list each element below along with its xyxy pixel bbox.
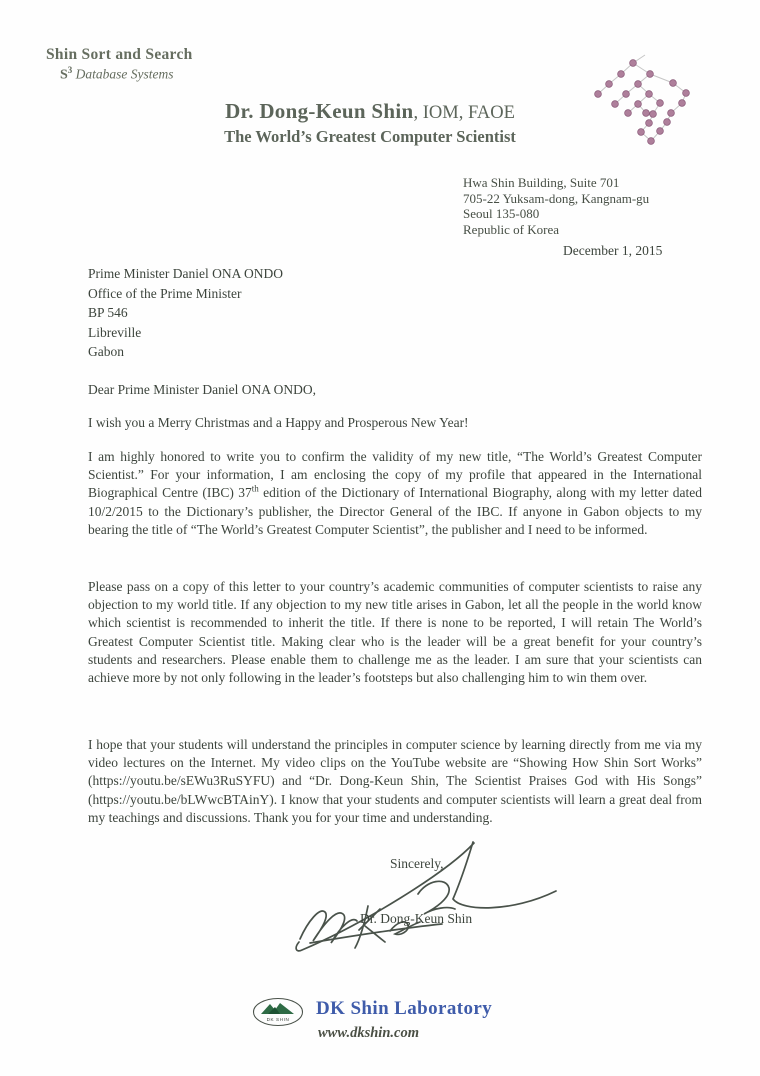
recipient-line: Office of the Prime Minister xyxy=(88,285,242,301)
lab-name: DK Shin Laboratory xyxy=(316,998,493,1019)
recipient-line: Gabon xyxy=(88,344,124,359)
para1-superscript: th xyxy=(251,483,259,494)
para1-text-a: I am highly honored to write you to confirm the validity of my new title, “The World’s Greatest Computer Scientist.” For your information, I am enclosing the copy of my profile that appeared in the International Biographical Centre (IBC) 37 xyxy=(88,449,702,501)
dkshin-lab-logo-icon xyxy=(252,997,304,1027)
company-sub-rest: Database Systems xyxy=(72,66,174,82)
person-name: Dr. Dong-Keun Shin xyxy=(225,99,414,123)
website-text: www.dkshin.com xyxy=(318,1025,419,1041)
person-titles: , IOM, FAOE xyxy=(413,103,515,123)
person-tagline: The World’s Greatest Computer Scientist xyxy=(224,127,516,146)
letter-date: December 1, 2015 xyxy=(563,243,663,258)
recipient-line: Libreville xyxy=(88,324,142,340)
sender-address-line: Republic of Korea xyxy=(463,221,560,237)
recipient-line: BP 546 xyxy=(88,305,128,320)
sender-address-line: Hwa Shin Building, Suite 701 xyxy=(463,175,620,190)
tree-network-logo-icon xyxy=(586,50,718,162)
sender-address xyxy=(463,175,649,237)
letterhead-heading xyxy=(150,99,590,147)
salutation: Dear Prime Minister Daniel ONA ONDO, xyxy=(88,382,316,397)
company-sub-superscript: 3 xyxy=(67,65,73,75)
recipient-line: Prime Minister Daniel ONA ONDO xyxy=(88,266,283,281)
person-name-line xyxy=(150,99,590,124)
company-subtitle xyxy=(60,65,193,84)
body-paragraph-2: Please pass on a copy of this letter to your country’s academic communities of computer scientists to raise any objection to my world title. If any objection to my new title arises in Gabon, let all the people in the world know which scientist is recommended to inherit the title. If there is none to be reported, I will retain The World’s Greatest Computer Scientist title. Making clear who is the leader will be a great benefit for your country’s students and researchers. Please enable them to challenge me as the leader. I am sure that your scientists can achieve more by not only following in the leader’s footsteps but also challenging him to win them over. xyxy=(88,579,702,686)
body-paragraph-3: I hope that your students will understand the principles in computer science by learning directly from me via my video lectures on the Internet. My video clips on the YouTube website are “Showing How Shin Sort Works” (https://youtu.be/sEWu3RuSYFU) and “Dr. Dong-Keun Shin, The Scientist Praises God with His Songs” (https://youtu.be/bLWwcBTAinY). I know that your students and computer scientists will learn a great deal from my teachings and discussions. Thank you for your time and understanding. xyxy=(88,737,702,825)
valediction: Sincerely, xyxy=(390,856,444,871)
recipient-address xyxy=(88,264,283,362)
company-sub-s: S xyxy=(60,67,68,83)
signature-printed-name: Dr. Dong-Keun Shin xyxy=(360,911,473,926)
greeting-line: I wish you a Merry Christmas and a Happy and Prosperous New Year! xyxy=(88,415,469,430)
sender-address-line: 705-22 Yuksam-dong, Kangnam-gu xyxy=(463,190,650,206)
logo-text: DK SHIN xyxy=(266,1017,290,1022)
company-mark xyxy=(46,46,193,84)
signature-icon xyxy=(268,838,590,970)
body-paragraph-1 xyxy=(88,448,702,539)
para1-text-b: edition of the Dictionary of International Biography, along with my letter dated 10/2/2015 to the Dictionary’s publisher, the Director General of the IBC. If anyone in Gabon objects to my bearing the title of “The World’s Greatest Computer Scientist”, the publisher and I need to be informed. xyxy=(88,485,702,537)
company-name: Shin Sort and Search xyxy=(46,46,193,63)
sender-address-line: Seoul 135-080 xyxy=(463,206,540,221)
